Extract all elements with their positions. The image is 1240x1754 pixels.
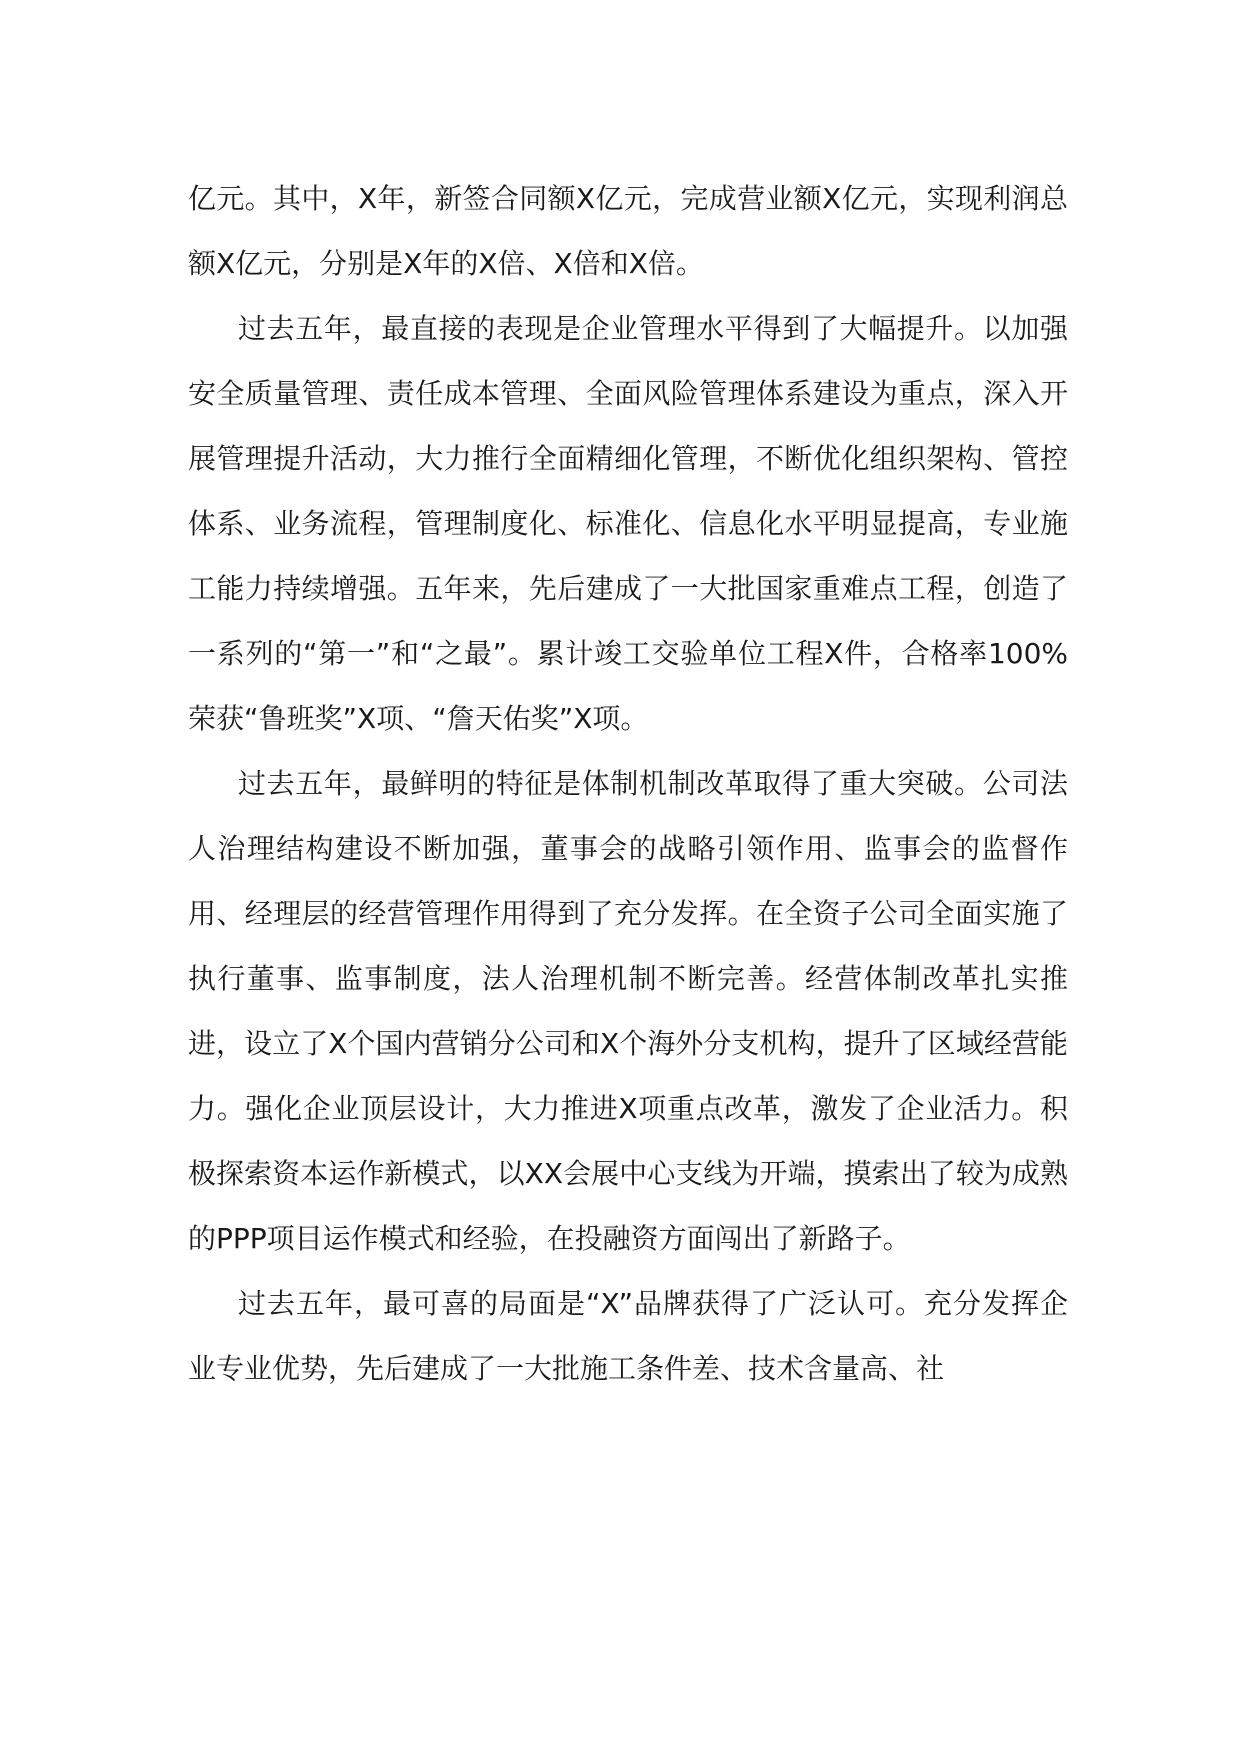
paragraph-4: 过去五年，最可喜的局面是“X”品牌获得了广泛认可。充分发挥企业专业优势，先后建成了一大批施工条件差、技术含量高、社 [188, 1287, 1068, 1385]
paragraph-2: 过去五年，最直接的表现是企业管理水平得到了大幅提升。以加强安全质量管理、责任成本管理、全面风险管理体系建设为重点，深入开展管理提升活动，大力推行全面精细化管理，不断优化组织架构、管控体系、业务流程，管理制度化、标准化、信息化水平明显提高，专业施工能力持续增强。五年来，先后建成了一大批国家重难点工程，创造了一系列的“第一”和“之最”。累计竣工交验单位工程X件，合格率100%荣获“鲁班奖”X项、“詹天佑奖”X项。 [188, 312, 1068, 735]
paragraph-3: 过去五年，最鲜明的特征是体制机制改革取得了重大突破。公司法人治理结构建设不断加强，董事会的战略引领作用、监事会的监督作用、经理层的经营管理作用得到了充分发挥。在全资子公司全面实施了执行董事、监事制度，法人治理机制不断完善。经营体制改革扎实推进，设立了X个国内营销分公司和X个海外分支机构，提升了区域经营能力。强化企业顶层设计，大力推进X项重点改革，激发了企业活力。积极探索资本运作新模式，以XX会展中心支线为开端，摸索出了较为成熟的PPP项目运作模式和经验，在投融资方面闯出了新路子。 [188, 767, 1068, 1255]
document-body [188, 166, 1068, 1401]
paragraph-1: 亿元。其中，X年，新签合同额X亿元，完成营业额X亿元，实现利润总额X亿元，分别是X年的X倍、X倍和X倍。 [188, 182, 1068, 280]
